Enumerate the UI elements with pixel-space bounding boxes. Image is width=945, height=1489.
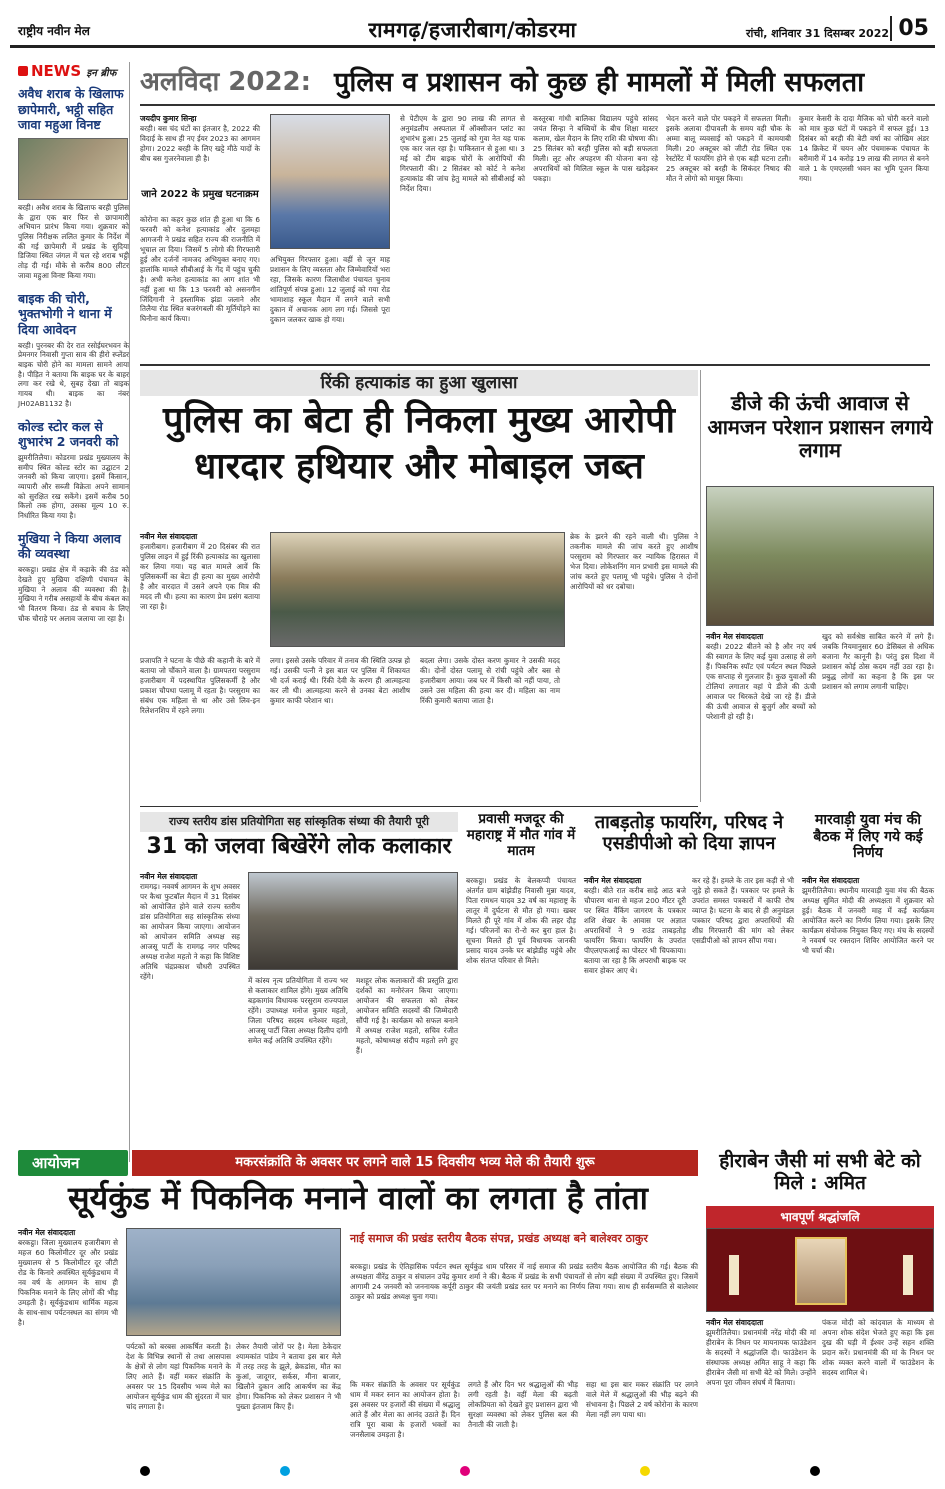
story1-intro: बरही। बस चंद घंटों का इंतजार है, 2022 की विदाई के साथ ही नए ईयर 2023 का आगमन होगा। 2022 बरही के लिए खट्टे मीठे यादों के बीच बस गुजरनेवाला ही है। (140, 124, 260, 164)
story9-col2: कि मकर संक्रांति के अवसर पर सूर्यकुंड धाम में मकर स्नान का आयोजन होता है। इस अवसर पर हजारों की संख्या में श्रद्धालु आते हैं और मेला का आनंद उठाते हैं। दिन रात्रि पूरा बाबा के हजारों भक्तों का जनसैलाब उमड़ता है। (350, 1380, 460, 1439)
story8-headline: सूर्यकुंड में पिकनिक मनाने वालों का लगता है तांता (68, 1179, 648, 1217)
portrait-frame (795, 1237, 847, 1305)
story4-byline: नवीन मेल संवाददाता (140, 872, 198, 881)
story10-headline: हीराबेन जैसी मां सभी बेटे को मिले : अमित (719, 1150, 921, 1195)
story9-text: बरकट्ठा। प्रखंड के ऐतिहासिक पर्यटन स्थल सूर्यकुंड धाम परिसर में नाई समाज की प्रखंड स्तरीय बैठक आयोजित की गई। बैठक की अध्यक्षता वीरेंद्र ठाकुर व संचालन उपेंद्र कुमार शर्मा ने की। बैठक में प्रखंड के सभी पंचायतों से लोग बड़ी संख्या में उपस्थित हुए। जिसमें आगामी 24 जनवरी को जननायक कर्पूरी ठाकुर की जयंती प्रखंड स्तर पर मनाने का निर्णय लिया गया। साथ ही सर्वसम्मति से बालेश्वर ठाकुर को प्रखंड अध्यक्ष चुना गया। (350, 1262, 698, 1301)
story1-portrait-photo (270, 114, 390, 249)
story1-subhead: जाने 2022 के प्रमुख घटनाक्रम (141, 189, 259, 200)
story6-col2: कर रहे हैं। हमले के तार इस कड़ी से भी जुड़े हो सकते हैं। पत्रकार पर हमले के उपरांत समस्त पत्रकारों में काफी रोष व्याप्त है। घटना के बाद से ही अनुमंडल पत्रकार परिषद द्वारा अपराधियों की शीघ्र गिरफ्तारी की मांग को लेकर एसडीपीओ को ज्ञापन सौंपा गया। (692, 876, 794, 945)
brief-headline: अवैध शराब के खिलाफ छापेमारी, भट्ठी सहित जावा महुआ विनष्ट (18, 86, 124, 133)
news-brief-flag-icon (18, 66, 28, 76)
story4-col2: में कांस्य नृत्य प्रतियोगिता में राज्य भर से कलाकार शामिल होंगे। मुख्य अतिथि बड़कागांव विधायक परसुराम राज्यपाल रहेंगे। उपाध्यक्ष मनोज कुमार महतो, जिला परिषद सदस्य धनेश्वर महतो, आजसू पार्टी जिला अध्यक्ष दिलीप दांगी समेत कई अतिथि उपस्थित रहेंगे। (248, 976, 348, 1045)
section-divider (140, 806, 698, 807)
brief-text: बरही। अवैध शराब के खिलाफ बरही पुलिस के द्वारा एक बार फिर से छापामारी अभियान प्रारंभ किया गया। शुक्रवार को पुलिस निरीक्षक ललित कुमार के निर्देश में की गई छापेमारी में प्रखंड के सुदिया डिजिया स्थित जंगल में चल रहे शराब भट्ठी तोड़ दी गई। मौके से करीब 800 लीटर जावा महुआ विनष्ट किया गया। (18, 202, 129, 280)
paper-logo: राष्ट्रीय नवीन मेल (18, 24, 90, 38)
story10-col1-block (706, 1318, 816, 1460)
reg-mark (640, 1466, 650, 1476)
story3-byline: नवीन मेल संवाददाता (706, 632, 764, 641)
story9-col3: लगते हैं और दिन भर श्रद्धालुओं की भीड़ लगी रहती है। वहीं मेला की बढ़ती लोकप्रियता को देखते हुए प्रशासन द्वारा भी सुरक्षा व्यवस्था को लेकर पुलिस बल की तैनाती की जाती है। (468, 1380, 578, 1429)
story10-col2: पंकज मोदी को कांदवाल के माध्यम से अपना शोक संदेश भेजते हुए कहा कि इस दुख की घड़ी में ईश्वर उन्हें सहन शक्ति प्रदान करें। प्रधानमंत्री की मां के निधन पर शोक व्यक्त करने वालों में फाउंडेशन के सदस्य शामिल थे। (822, 1318, 934, 1377)
story2-kicker: रिंकी हत्याकांड का हुआ खुलासा (140, 370, 698, 396)
brief-text: बरही। पुरनबर की देर रात रसोईघरभवन के प्रेमनगर निवासी गुप्ता साव की हीरो स्प्लेंडर बाइक चोरी होने का मामला सामने आया है। पीड़ित ने बताया कि बाइक घर के बाहर लगा कर रखे थे, सुबह देखा तो बाइक गायब थी। बाइक का नंबर JH02AB1132 है। (18, 340, 129, 408)
story6-byline: नवीन मेल संवाददाता (584, 876, 642, 885)
story2-col5: ब्रेक के झरने की रहने वाली थी। पुलिस ने तकनीक मामले की जांच करते हुए आशीष परसुराम को गिरफ्तार कर न्यायिक हिरासत में भेज दिया। लोकेशनिंग मान प्रभारी इस मामले की जांच करते हुए पलामू भी पहुंचे। पुलिस ने दोनों आरोपियों को धर दबोचा। (570, 532, 698, 591)
story7-headline: मारवाड़ी युवा मंच की बैठक में लिए गये कई निर्णय (813, 812, 923, 862)
brief-text: झुमरीतिलैया। कोडरमा प्रखंड मुख्यालय के समीप स्थित कोल्ड स्टोर का उद्घाटन 2 जनवरी को किया जाएगा। इसमें किसान, व्यापारी और सब्जी विक्रेता अपने सामान को सुरक्षित रख सकेंगे। इसमें करीब 50 किलो तक होगा, उसका मूल्य 10 रु. निर्धारित किया गया है। (18, 452, 129, 521)
brief-headline: बाइक की चोरी, भुक्तभोगी ने थाना में दिया आवेदन (18, 290, 112, 337)
story1-col2: अभियुक्त गिरफ्तार हुआ। वहीं से जून माह प्रशासन के लिए व्यस्तता और जिम्मेवारियों भरा रहा, जिसके कारण जिलाधीश पंचायत चुनाव शांतिपूर्ण संपन्न हुआ। 12 जुलाई को गया रोड भामाशाह स्कूल मैदान में लगने वाले सभी दुकान में अचानक आग लग गई। जिससे पूरा दुकान जलकर खाक हो गया। (270, 255, 390, 324)
story2-col1-block (140, 532, 260, 652)
tribute-photo (706, 1228, 934, 1312)
story5-headline: प्रवासी मजदूर की महाराष्ट्र में मौत गांव में मातम (466, 811, 576, 859)
story4-headline: 31 को जलवा बिखेरेंगे लोक कलाकार (146, 834, 452, 859)
story8-col2: पर्यटकों को बरबस आकर्षित करती है। देश के विभिन्न स्थानों से तथा आसपास के क्षेत्रों से लोग यहां पिकनिक मनाने के लिए आते हैं। वहीं मकर संक्रांति के अवसर पर 15 दिवसीय भव्य मेले का आयोजन सूर्यकुंड धाम की सुंदरता में चार चांद लगाता है। (126, 1342, 231, 1411)
story4-col1-block (140, 872, 240, 1144)
brand-label: NEWS (31, 62, 82, 80)
story4-col3: मशहूर लोक कलाकारों की प्रस्तुति द्वारा दर्शकों का मनोरंजन किया जाएगा। आयोजन की सफलता को लेकर आयोजन समिति सदस्यों की जिम्मेदारी सौंपी गई है। कार्यक्रम को सफल बनाने में अध्यक्ष राजेश महतो, सचिव रंजीत महतो, कोषाध्यक्ष संदीप महतो लगे हुए हैं। (356, 976, 458, 1055)
story8-col1-block (18, 1228, 118, 1460)
brief-photo (18, 138, 128, 200)
story1-intro-block (140, 114, 260, 164)
event-label: आयोजन (18, 1150, 128, 1176)
story6-col1-block (584, 876, 686, 1144)
story6-headline: ताबड़तोड़ फायरिंग, परिषद ने एसडीपीओ को दिया ज्ञापन (594, 812, 784, 855)
story2-col4: बदला लेगा। उसके दोस्त करण कुमार ने उसकी मदद की। दोनों दोस्त पलामू से रांची पहुंचे और बस से हजारीबाग आया। जब घर में किसी को नहीं पाया, तो उसने उस महिला की हत्या कर दी। महिला का नाम रिंकी कुमारी बताया जाता है। (420, 656, 560, 705)
story7-text-block (802, 876, 934, 1144)
reg-mark (140, 1466, 150, 1476)
print-registration-marks (20, 1466, 925, 1478)
story2-col1: हजारीबाग। हजारीबाग में 20 दिसंबर की रात पुलिस लाइन में हुई रिंकी हत्याकांड का खुलासा कर लिया गया। यह बात मामले आवें कि पुलिसकर्मी का बेटा ही हत्या का मुख्य आरोपी है और वारदात में उसने अपने एक मित्र की मदद ली थी। हत्या का कारण प्रेम प्रसंग बताया जा रहा है। (140, 542, 260, 612)
page-number: 05 (890, 16, 929, 41)
story3-crowd-photo (706, 486, 934, 626)
story5-text: बरकट्ठा। प्रखंड के बेलकप्पी पंचायत अंतर्गत ग्राम बांझेडीह निवासी मुन्ना यादव, पिता रामधन यादव 32 वर्ष का महाराष्ट्र के लातूर में दुर्घटना से मौत हो गया। खबर मिलते ही पूरे गांव में शोक की लहर दौड़ गई। परिजनों का रो-रो कर बुरा हाल है। सूचना मिलते ही पूर्व विधायक जानकी प्रसाद यादव उनके घर बांझेडीह पहुंचे और शोक संतप्त परिवार से मिले। (466, 876, 576, 965)
story10-col1: झुमरीतिलैया। प्रधानमंत्री नरेंद्र मोदी की मां हीराबेन के निधन पर मायनायक फाउंडेशन के सदस्यों ने श्रद्धांजलि दी। फाउंडेशन के संस्थापक अध्यक्ष अमित साहू ने कहा कि हीराबेन जैसी मां सभी बेटे को मिले। उन्होंने अपना पूरा जीवन संघर्ष में बिताया। (706, 1328, 816, 1388)
region-title: रामगढ़/हजारीबाग/कोडरमा (368, 18, 577, 42)
banner-kicker: अलविदा 2022: (140, 67, 312, 97)
brief-headline: कोल्ड स्टोर कल से शुभारंभ 2 जनवरी को (18, 418, 119, 450)
issue-date: रांची, शनिवार 31 दिसम्बर 2022 (746, 27, 889, 40)
story1-col4: कस्तूरबा गांधी बालिका विद्यालय पहुंचे सांसद जयंत सिन्हा ने बच्चियों के बीच शिक्षा मास्टर कलाम, खेल मैदान के लिए राशि की घोषणा की। 25 सितंबर को बरही पुलिस को बड़ी सफलता मिली। लूट और अपहरण की योजना बना रहे अपराधियों को मिलिता स्कूल के पास खदेड़कर पकड़ा। (533, 114, 658, 183)
story4-kicker: राज्य स्तरीय डांस प्रतियोगिता सह सांस्कृतिक संध्या की तैयारी पूरी (140, 812, 458, 832)
masthead (10, 12, 935, 48)
banner-headline: पुलिस व प्रशासन को कुछ ही मामलों में मिली सफलता (334, 67, 865, 98)
story8-col1: बरकट्ठा। जिला मुख्यालय हजारीबाग से महज 60 किलोमीटर दूर और प्रखंड मुख्यालय से 5 किलोमीटर दूर जीटी रोड के किनारे अवस्थित सूर्यकुंडधाम में नव वर्ष के आगमन के साथ ही पिकनिक मनाने के लिए लोगों की भीड़ उमड़ती है। सूर्यकुंडधाम धार्मिक महत्व के साथ-साथ पर्यटनस्थल का संगम भी है। (18, 1238, 118, 1327)
story2-headline-1: पुलिस का बेटा ही निकला मुख्य आरोपी (163, 400, 675, 441)
story3-col2: खुद को सर्वश्रेष्ठ साबित करने में लगे हैं। जबकि नियमानुसार 60 डेसिबल से अधिक बजाना गैर कानूनी है। परंतु इस दिशा में प्रशासन कोई ठोस कदम नहीं उठा रहा है। प्रबुद्ध लोगों का कहना है कि इस पर प्रशासन को लगाम लगानी चाहिए। (822, 632, 934, 691)
story8-byline: नवीन मेल संवाददाता (18, 1228, 76, 1237)
tribute-label: भावपूर्ण श्रद्धांजलि (706, 1206, 934, 1228)
story1-col5: भेदन करने वाले पोर पकड़ने में सफलता मिली। इसके अलावा दीपावली के समय वही चौक के अम्मा बालू व्यवसाई को पकड़ने में कामयाबी मिली। 20 अक्टूबर को जीटी रोड स्थित एक रेस्टोरेंट में फायरिंग होने से एक बड़ी घटना टली। 25 अक्टूबर को बरही के सिकंदर निषाद की मौत ने लोगो को मायूस किया। (666, 114, 791, 183)
story3-col1: बरही। 2022 बीतने को है और नए वर्ष की स्वागत के लिए कई युवा उत्साह से लगे हैं। पिकनिक स्पॉट एवं पर्यटन स्थल पिछले एक सप्ताह से गुलजार हैं। कुछ युवाओं की टोलियां लगातार वहां पे डीजे की ऊंची आवाज पर थिरकते देखे जा रहे हैं। डीजे की ऊंची आवाज से बुजुर्ग और बच्चों को परेशानी हो रही है। (706, 642, 816, 722)
story1-col6: कुमार केसरी के दादा मैजिक को चोरी करने वालो को मात्र कुछ घंटों में पकड़ने में सफल हुई। 13 दिसंबर को बरही की बेटी वर्षा का जोखिम अंडर 14 क्रिकेट में चयन और पंचमारूक पंचायत के बरीमारी में 14 करोड़ 19 लाख की लागत से बनने वाले 1 के एमएलसी भवन का भूमि पूजन किया गया। (799, 114, 929, 183)
section-divider (140, 364, 930, 366)
reg-mark (280, 1466, 290, 1476)
story2-byline: नवीन मेल संवाददाता (140, 532, 198, 541)
reg-mark (460, 1466, 470, 1476)
story3-headline: डीजे की ऊंची आवाज से आमजन परेशान प्रशासन लगाये लगाम (707, 391, 933, 463)
candle-icon (903, 1255, 913, 1295)
story9-headline: नाई समाज की प्रखंड स्तरीय बैठक संपन्न, प्रखंड अध्यक्ष बने बालेश्वर ठाकुर (350, 1232, 648, 1245)
news-brief-title (18, 62, 129, 80)
story4-group-photo (248, 872, 458, 970)
story7-byline: नवीन मेल संवाददाता (802, 876, 860, 885)
story9-col4: सहा था इस बार मकर संक्रांति पर लगने वाले मेले में श्रद्धालुओं की भीड़ बढ़ने की संभावना है। पिछले 2 वर्ष कोरोना के कारण मेला नहीं लग पाया था। (586, 1380, 698, 1419)
story8-col3: लेकर तैयारी जोरों पर है। मेला ठेकेदार श्यामकांत पांडेय ने बताया इस बार मेले में तरह तरह के झूले, ब्रेकडांस, मौत का कुआं, जादूगर, सर्कस, मीना बाजार, खिलौने दुकान आदि आकर्षण का केंद्र होगा। पिकनिक को लेकर प्रशासन ने भी पुख्ता इंतजाम किए हैं। (236, 1342, 341, 1411)
story1-byline: जयदीप कुमार सिन्हा (140, 114, 197, 123)
story2-col3: लगा। इससे उसके परिवार में तनाव की स्थिति उत्पन्न हो गई। उसकी पत्नी ने इस बात पर पुलिस में शिकायत भी दर्ज कराई थी। रिंकी देवी के करण ही आत्महत्या कर ली थी। आत्महत्या करने से उनका बेटा आशीष कुमार काफी परेशान था। (270, 656, 410, 705)
story7-text: झुमरीतिलैया। स्थानीय मारवाड़ी युवा मंच की बैठक अध्यक्ष सुमित मोदी की अध्यक्षता में शुक्रवार को हुई। बैठक में जनवरी माह में कई कार्यक्रम आयोजित करने का निर्णय लिया गया। इसके लिए कार्यक्रम संयोजक नियुक्त किए गए। मंच के सदस्यों ने नववर्ष पर रक्तदान शिविर आयोजित करने पर भी चर्चा की। (802, 886, 934, 956)
column-rule (700, 370, 701, 802)
news-brief-column (18, 62, 130, 1162)
candle-icon (729, 1255, 739, 1295)
story2-press-photo (270, 532, 565, 647)
story1-col3: से पेटीएम के द्वारा 90 लाख की लागत से अनुमंडलीय अस्पताल में ऑक्सीजन प्लांट का शुभारंभ हुआ। 25 जुलाई को गुवा नेत यह पाक एक कार जल रहा है। पाकिस्तान से हुआ था। 3 मई को टीम बाइक चोरों के आरोपियों की गिरफ्तारी की। 2 सितंबर को कोर्ट ने कनेश हत्याकांड की जांच हेतु मामले को सीबीआई को निर्देश दिया। (400, 114, 525, 193)
story4-col1: रामगढ़। नववर्ष आगमन के शुभ अवसर पर कैथा फुटबॉल मैदान में 31 दिसंबर को आयोजित होने वाले राज्य स्तरीय डांस प्रतियोगिता सह सांस्कृतिक संध्या का आयोजन किया जाएगा। आयोजन को आयोजन समिति अध्यक्ष सह आजसू पार्टी के रामगढ़ नगर परिषद अध्यक्ष राजेश महतो ने कहा कि विशिष्ट अतिथि चंद्रप्रकाश चौधरी उपस्थित रहेंगे। (140, 882, 240, 981)
brief-headline: मुखिया ने किया अलाव की व्यवस्था (18, 530, 121, 562)
story3-col1-block (706, 632, 816, 802)
story8-kicker: मकरसंक्रांति के अवसर पर लगने वाले 15 दिवसीय भव्य मेले की तैयारी शुरू (132, 1150, 698, 1176)
story6-col1: बरही। बीते रात करीब साढ़े आठ बजे चौपारण थाना से महज 200 मीटर दूरी पर स्थित वैंकिंग जागरण के पत्रकार शशि शेखर के आवास पर अज्ञात अपराधियों ने 9 राउंड ताबड़तोड़ फायरिंग किया। फायरिंग के उपरांत पीएलएफआई का पोस्टर भी चिपकाया। बताया जा रहा है कि अपराधी बाइक पर सवार होकर आए थे। (584, 886, 686, 975)
year-end-banner (140, 62, 935, 106)
story2-col2: प्रजापति ने घटना के पीछे की कहानी के बारे में बताया जो चौंकाने वाला है। ग्रामपतरा परसुराम हजारीबाग में पदस्थापित पुलिसकर्मी है और प्रकाश चौपथा पलामू में रहता है। परसुराम का संबंध एक महिला से था और उसे लिव-इन रिलेशनशिप में रहने लगा। (140, 656, 260, 715)
story10-byline: नवीन मेल संवाददाता (706, 1318, 764, 1327)
story2-headline-2: धारदार हथियार और मोबाइल जब्त (194, 446, 644, 487)
brief-text: बरकट्ठा। प्रखंड क्षेत्र में कड़ाके की ठंड को देखते हुए मुखिया दक्षिणी पंचायत के मुखिया ने अलाव की व्यवस्था की है। मुखिया ने गरीब असहायों के बीच कंबल का भी वितरण किया। ठंड से बचाव के लिए चौक चौराहे पर अलाव जलाया जा रहा है। (18, 565, 129, 623)
story8-tank-photo (126, 1228, 341, 1336)
reg-mark (810, 1466, 820, 1476)
story1-col1: कोरोना का कहर कुछ शांत ही हुआ था कि 6 फरवरी को कनेश हत्याकांड और दुलमहा आगजनी ने प्रखंड सहित राज्य की राजनीति में भूचाल ला दिया। जिसमें 5 लोगो की गिरफ्तारी हुई और दर्जनों नामजद अभियुक्त बनाए गए। हालांकि मामले सीबीआई के गेंद में पहुंच चुकी है। अभी कनेश हत्याकांड का आग शांत भी नहीं हुआ था कि 13 फरवरी को असनगीन जिंदिगानी ने इस्लामिक झंडा जलाने और तिलैया रोड स्थित बजरंगबली की मूर्तियोंड़ने का घिनौना कार्य किया। (140, 215, 260, 324)
brand-sub-label: इन ब्रीफ (86, 68, 117, 79)
